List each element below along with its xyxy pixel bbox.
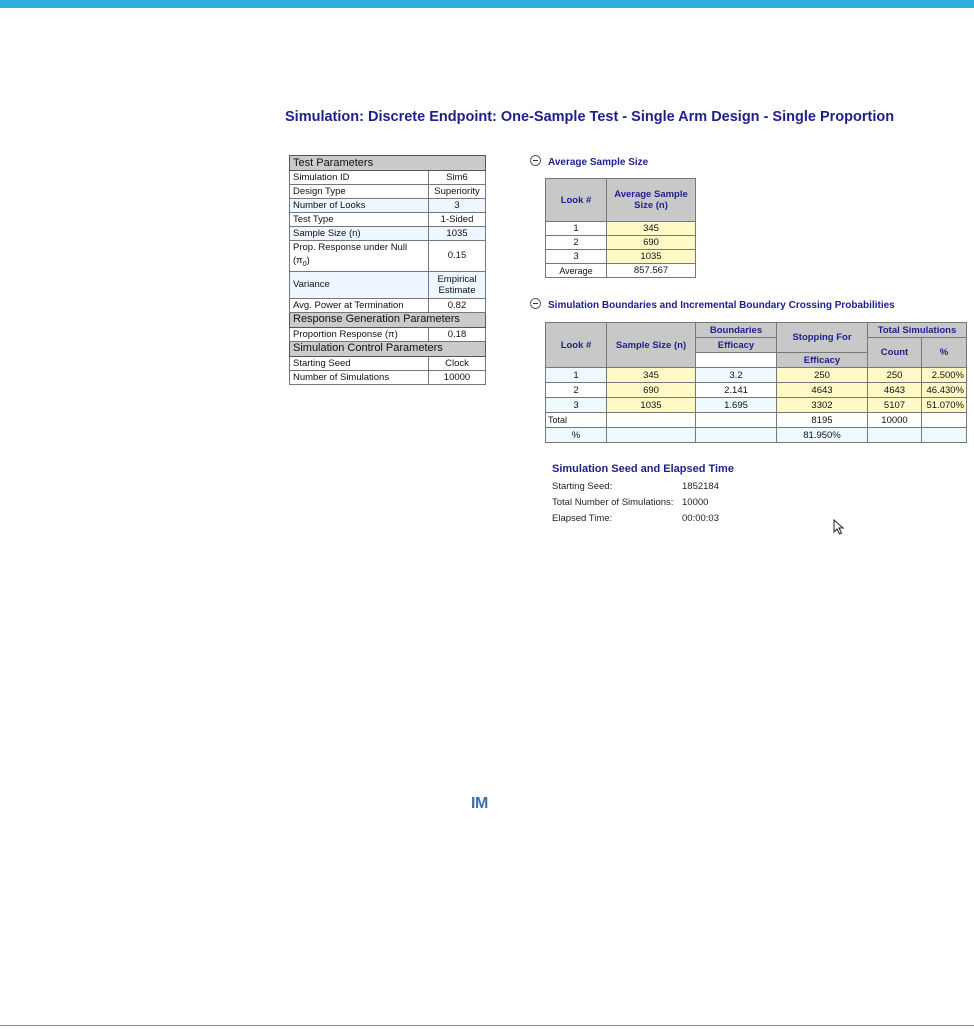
param-value: 0.82 <box>429 298 486 312</box>
look-cell: 3 <box>546 250 607 264</box>
stop-efficacy-cell: 4643 <box>777 383 868 398</box>
simulations-row <box>552 497 734 513</box>
elapsed-value: 00:00:03 <box>682 513 719 524</box>
param-label: Design Type <box>290 185 429 199</box>
param-label-null-response <box>290 241 429 272</box>
param-label: Variance <box>290 271 429 298</box>
top-accent-bar <box>0 0 974 8</box>
boundary-cell: 3.2 <box>696 368 777 383</box>
percent-stop-cell: 81.950% <box>777 428 868 443</box>
param-label: Number of Looks <box>290 199 429 213</box>
stop-efficacy-cell: 3302 <box>777 398 868 413</box>
section-header-simulation-control: Simulation Control Parameters <box>290 341 486 356</box>
total-count-cell: 10000 <box>868 413 922 428</box>
param-value: 10000 <box>429 370 486 384</box>
col-header-efficacy: Efficacy <box>696 338 777 353</box>
sample-size-cell: 690 <box>607 236 696 250</box>
count-cell: 250 <box>868 368 922 383</box>
empty-cell <box>607 413 696 428</box>
param-label: Starting Seed <box>290 356 429 370</box>
col-header-percent: % <box>922 338 967 368</box>
seed-value: 1852184 <box>682 481 719 492</box>
percent-cell: 46.430% <box>922 383 967 398</box>
sample-size-cell: 345 <box>607 222 696 236</box>
col-header-count: Count <box>868 338 922 368</box>
elapsed-label: Elapsed Time: <box>552 513 613 524</box>
seed-row <box>552 481 734 497</box>
mouse-cursor-icon <box>833 519 845 535</box>
col-header-look: Look # <box>546 179 607 222</box>
look-cell: 1 <box>546 368 607 383</box>
blank-header-cell <box>696 353 777 368</box>
boundary-cell: 1.695 <box>696 398 777 413</box>
percent-label: % <box>546 428 607 443</box>
section-header-test-parameters: Test Parameters <box>290 156 486 171</box>
param-value: 0.18 <box>429 327 486 341</box>
param-value: Clock <box>429 356 486 370</box>
look-cell: 2 <box>546 383 607 398</box>
param-label: Sample Size (n) <box>290 227 429 241</box>
empty-cell <box>607 428 696 443</box>
average-value: 857.567 <box>607 264 696 278</box>
seed-label: Starting Seed: <box>552 481 613 492</box>
col-header-total-simulations: Total Simulations <box>868 323 967 338</box>
col-header-stopping-for: Stopping For <box>777 323 868 353</box>
boundaries-table <box>545 322 967 443</box>
param-value: 1-Sided <box>429 213 486 227</box>
count-cell: 5107 <box>868 398 922 413</box>
param-label: Avg. Power at Termination <box>290 298 429 312</box>
table-row <box>546 383 967 398</box>
param-label: Number of Simulations <box>290 370 429 384</box>
seed-info-section <box>552 463 734 529</box>
section-heading: Average Sample Size <box>548 157 649 168</box>
section-boundaries <box>530 298 895 311</box>
page-title: Simulation: Discrete Endpoint: One-Sample Test - Single Arm Design - Single Proportion <box>285 109 895 125</box>
col-header-average-sample-size: Average Sample Size (n) <box>607 179 696 222</box>
param-value: 0.15 <box>429 241 486 272</box>
sample-size-cell: 690 <box>607 383 696 398</box>
simulations-value: 10000 <box>682 497 709 508</box>
count-cell: 4643 <box>868 383 922 398</box>
stop-efficacy-cell: 250 <box>777 368 868 383</box>
param-value: 3 <box>429 199 486 213</box>
param-value: Superiority <box>429 185 486 199</box>
bottom-accent-line <box>0 1025 974 1026</box>
param-label: Proportion Response (π) <box>290 327 429 341</box>
elapsed-row <box>552 513 734 529</box>
col-header-look: Look # <box>546 323 607 368</box>
total-stop-cell: 8195 <box>777 413 868 428</box>
percent-cell: 51.070% <box>922 398 967 413</box>
param-label-text: Prop. Response under Null (π <box>293 242 408 266</box>
boundary-cell: 2.141 <box>696 383 777 398</box>
look-cell: 1 <box>546 222 607 236</box>
collapse-icon[interactable] <box>530 155 541 166</box>
section-header-response-generation: Response Generation Parameters <box>290 312 486 327</box>
section-average-sample-size <box>530 155 648 168</box>
average-sample-size-table <box>545 178 696 278</box>
empty-cell <box>696 428 777 443</box>
look-cell: 3 <box>546 398 607 413</box>
percent-cell: 2.500% <box>922 368 967 383</box>
total-label: Total <box>546 413 607 428</box>
simulations-label: Total Number of Simulations: <box>552 497 674 508</box>
section-heading: Simulation Boundaries and Incremental Boundary Crossing Probabilities <box>548 300 895 311</box>
sample-size-cell: 1035 <box>607 398 696 413</box>
sample-size-cell: 345 <box>607 368 696 383</box>
param-label: Test Type <box>290 213 429 227</box>
parameters-table <box>289 155 486 385</box>
table-row <box>546 368 967 383</box>
col-header-sample-size: Sample Size (n) <box>607 323 696 368</box>
sample-size-cell: 1035 <box>607 250 696 264</box>
empty-cell <box>696 413 777 428</box>
collapse-icon[interactable] <box>530 298 541 309</box>
average-label: Average <box>546 264 607 278</box>
empty-cell <box>868 428 922 443</box>
logo-icon: IM <box>471 795 488 812</box>
look-cell: 2 <box>546 236 607 250</box>
table-row-percent <box>546 428 967 443</box>
param-value: Empirical Estimate <box>429 271 486 298</box>
col-header-stop-efficacy: Efficacy <box>777 353 868 368</box>
param-value: Sim6 <box>429 171 486 185</box>
table-row <box>546 398 967 413</box>
section-heading: Simulation Seed and Elapsed Time <box>552 463 734 475</box>
param-label-close: ) <box>306 255 310 266</box>
table-row-total <box>546 413 967 428</box>
param-label: Simulation ID <box>290 171 429 185</box>
empty-cell <box>922 428 967 443</box>
param-label-subscript: 0 <box>302 260 307 268</box>
col-header-boundaries: Boundaries <box>696 323 777 338</box>
empty-cell <box>922 413 967 428</box>
param-value: 1035 <box>429 227 486 241</box>
